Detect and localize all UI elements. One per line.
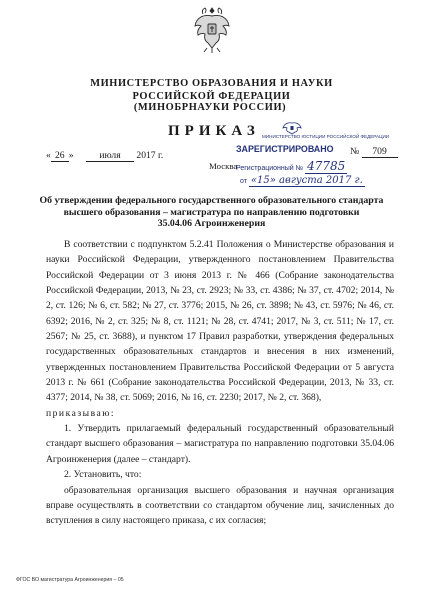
stamp-date-label: от	[240, 178, 247, 185]
date-open-quote: «	[46, 150, 51, 161]
stamp-reg-label: Регистрационный №	[236, 165, 304, 172]
order-word: приказываю:	[46, 407, 116, 419]
stamp-status: ЗАРЕГИСТРИРОВАНО	[236, 144, 334, 154]
ministry-short-name: (МИНОБРНАУКИ РОССИИ)	[133, 102, 287, 113]
date-month: июля	[86, 150, 134, 162]
coat-of-arms-emblem	[193, 4, 231, 54]
order-title	[30, 195, 393, 230]
clause-1-paragraph: 1. Утвердить прилагаемый федеральный государственный образовательный стандарт высшего образования – магистратура по направлению подготовки 35.04.06 Агроинженерия (далее – стандарт).	[46, 423, 394, 465]
stamp-eagle-icon	[282, 121, 302, 135]
title-line3: 35.04.06 Агроинженерия	[157, 218, 266, 230]
date-close-quote: »	[68, 150, 74, 161]
document-type-heading: ПРИКАЗ	[168, 123, 260, 139]
title-line1: Об утверждении федерального государственного образовательного стандарта	[39, 195, 384, 206]
stamp-reg-number: 47785	[307, 159, 346, 173]
page-footer: ФГОС ВО магистратура Агроинженерия – 05	[16, 577, 124, 583]
date-year: 2017 г.	[136, 150, 164, 161]
stamp-date-value: «15» августа 2017 г.	[250, 175, 363, 186]
order-body	[46, 237, 394, 529]
number-symbol: №	[350, 146, 360, 157]
stamp-registration-date	[240, 175, 365, 186]
clause-2-paragraph: образовательная организация высшего образования и научная организация вправе осуществлять в соответствии со стандартом обучение лиц, зачисленных до вступления в силу настоящего приказа, с их согласия;	[46, 484, 394, 527]
title-line2: высшего образования – магистратура по направлению подготовки	[63, 206, 360, 218]
date-day: 26	[51, 150, 69, 162]
preamble-paragraph: В соответствии с подпунктом 5.2.41 Положения о Министерстве образования и науки Российской Федерации, утвержденного постановлением Правительства Российской Федерации от 3 июня 2013 г. № 466 (Собрание законодательства Российской Федерации, 2013, № 23, ст. 2923; № 33, ст. 4386; № 37, ст. 4702; 2014, № 2, ст. 126; № 6, ст. 582; № 27, ст. 3776; 2015, № 26, ст. 3898; № 43, ст. 5976; № 46, ст. 6392; 2016, № 2, ст. 325; № 8, ст. 1121; № 28, ст. 4741; 2017, № 3, ст. 511; № 17, ст. 2567; № 25, ст. 3688), и пунктом 17 Правил разработки, утверждения федеральных государственных образовательных стандартов и внесения в них изменений, утвержденных постановлением Правительства Российской Федерации от 5 августа 2013 г. № 661 (Собрание законодательства Российской Федерации, 2013, № 33, ст. 4377; 2014, № 38, ст. 5069; 2016, № 16, ст. 2230; 2017, № 2, ст. 368),	[46, 239, 394, 404]
ministry-name-line1: МИНИСТЕРСТВО ОБРАЗОВАНИЯ И НАУКИ	[90, 78, 333, 89]
clause-2-heading: 2. Установить, что:	[64, 469, 142, 481]
stamp-agency: МИНИСТЕРСТВО ЮСТИЦИИ РОССИЙСКОЙ ФЕДЕРАЦИИ	[262, 134, 390, 139]
city: Москва	[209, 161, 238, 171]
ministry-name-line2: РОССИЙСКОЙ ФЕДЕРАЦИИ	[132, 91, 291, 102]
order-date	[46, 150, 163, 162]
number-value: 709	[362, 146, 398, 158]
stamp-registration-number	[236, 159, 347, 173]
